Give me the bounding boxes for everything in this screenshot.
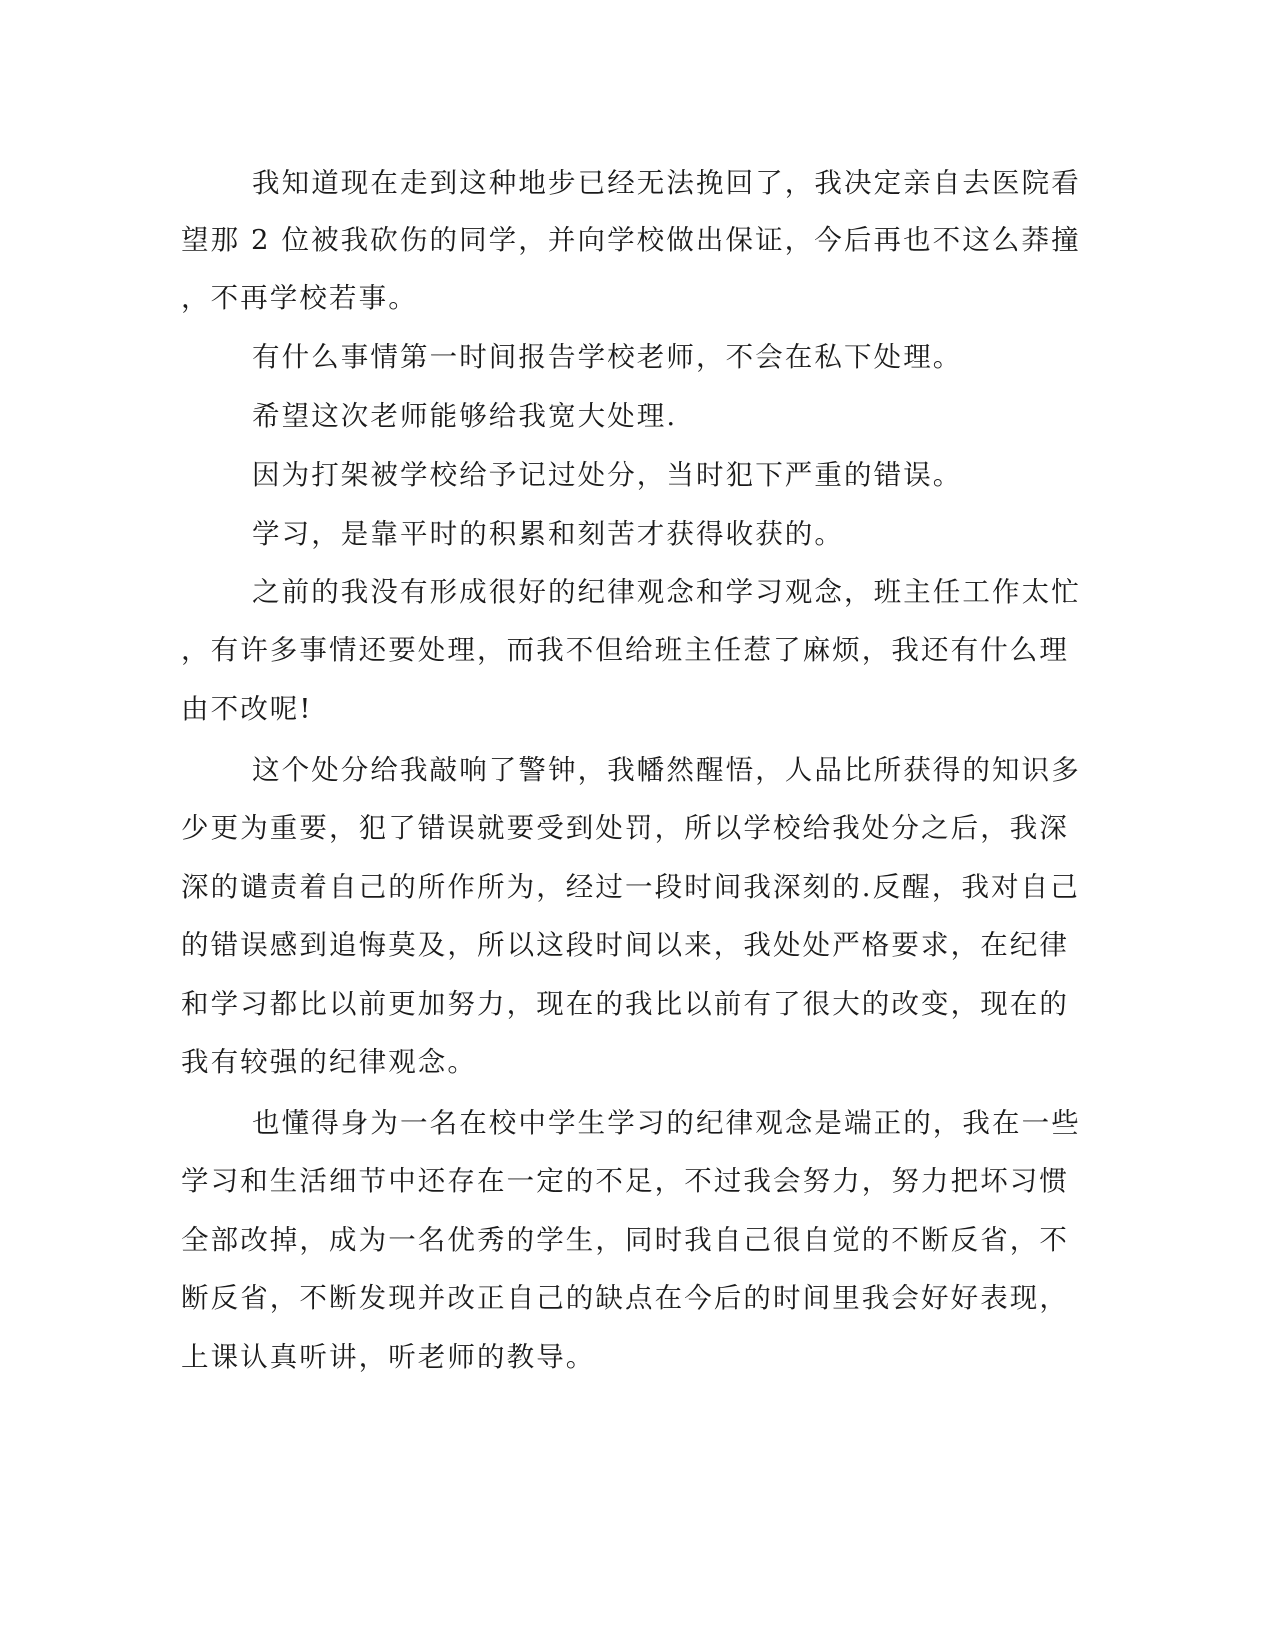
text-line: 也懂得身为一名在校中学生学习的纪律观念是端正的，我在一些	[252, 1107, 1081, 1139]
text-line: 和学习都比以前更加努力，现在的我比以前有了很大的改变，现在的	[181, 988, 1069, 1020]
text-line: 有什么事情第一时间报告学校老师，不会在私下处理。	[252, 341, 963, 373]
text-line: 因为打架被学校给予记过处分，当时犯下严重的错误。	[252, 459, 963, 491]
text-line: 我有较强的纪律观念。	[181, 1046, 477, 1078]
text-line: 之前的我没有形成很好的纪律观念和学习观念，班主任工作太忙	[252, 576, 1081, 608]
text-line: ，有许多事情还要处理，而我不但给班主任惹了麻烦，我还有什么理	[181, 634, 1069, 666]
text-line: 学习和生活细节中还存在一定的不足，不过我会努力，努力把坏习惯	[181, 1165, 1069, 1197]
text-line: 上课认真听讲，听老师的教导。	[181, 1341, 596, 1373]
text-line: 学习，是靠平时的积累和刻苦才获得收获的。	[252, 518, 844, 550]
text-line: 少更为重要，犯了错误就要受到处罚，所以学校给我处分之后，我深	[181, 812, 1069, 844]
text-line: 深的谴责着自己的所作所为，经过一段时间我深刻的.反醒，我对自己	[181, 871, 1080, 903]
text-line: 由不改呢!	[181, 693, 313, 725]
text-line: 望那 2 位被我砍伤的同学，并向学校做出保证，今后再也不这么莽撞	[181, 224, 1081, 256]
text-line: 断反省，不断发现并改正自己的缺点在今后的时间里我会好好表现，	[181, 1282, 1069, 1314]
text-line: 这个处分给我敲响了警钟，我幡然醒悟，人品比所获得的知识多	[252, 754, 1081, 786]
text-line: ，不再学校若事。	[181, 282, 418, 314]
text-line: 全部改掉，成为一名优秀的学生，同时我自己很自觉的不断反省，不	[181, 1224, 1069, 1256]
text-line: 的错误感到追悔莫及，所以这段时间以来，我处处严格要求，在纪律	[181, 929, 1069, 961]
text-line: 我知道现在走到这种地步已经无法挽回了，我决定亲自去医院看	[252, 167, 1081, 199]
text-line: 希望这次老师能够给我宽大处理.	[252, 400, 678, 432]
